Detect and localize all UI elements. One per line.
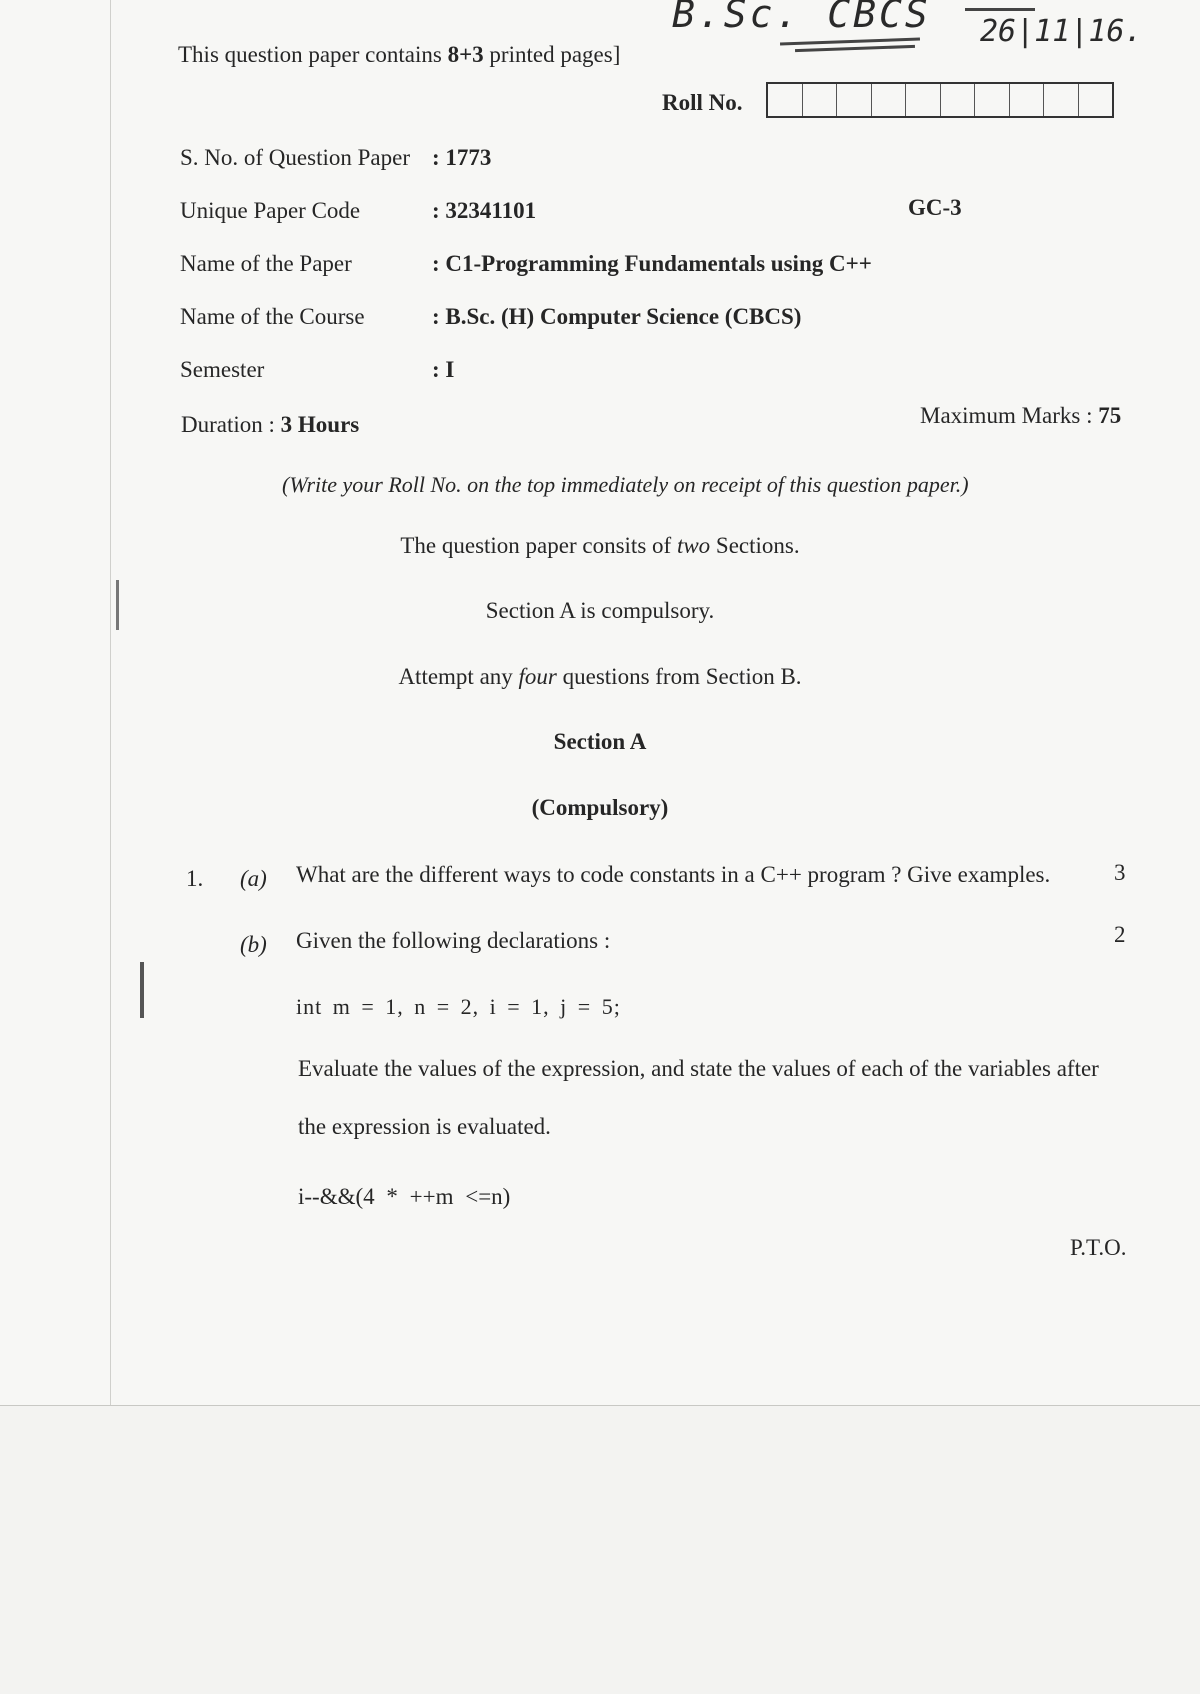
detail-value: : C1-Programming Fundamentals using C++: [432, 251, 872, 276]
question-b-text: Given the following declarations :: [296, 928, 611, 953]
question-a-text: What are the different ways to code constants in a C++ program ? Give examples.: [296, 862, 1051, 887]
roll-no-boxes: [766, 82, 1114, 118]
roll-no-box[interactable]: [1010, 84, 1045, 116]
max-marks-value: 75: [1098, 403, 1122, 428]
handwritten-date: 26|11|16.: [980, 14, 1143, 49]
handwritten-course-note: B.Sc. CBCS: [672, 0, 931, 36]
max-marks-label: Maximum Marks :: [920, 403, 1099, 428]
margin-edge: [110, 0, 111, 1405]
question-a-label: (a): [240, 866, 267, 891]
page-count-prefix: This question paper contains: [178, 42, 448, 67]
roll-no-box[interactable]: [975, 84, 1010, 116]
section-title: Section A: [553, 729, 647, 754]
section-subtitle: (Compulsory): [531, 795, 669, 820]
page-count: 8+3: [447, 42, 484, 67]
detail-label: S. No. of Question Paper: [180, 145, 410, 170]
question-b-line-1: Evaluate the values of the expression, and state the values of each of the variables after: [298, 1056, 1099, 1081]
attempt-note-italic: four: [518, 664, 557, 689]
roll-no-box[interactable]: [1079, 84, 1113, 116]
duration: [181, 412, 359, 438]
handwritten-underline: [780, 38, 920, 46]
attempt-note-suffix: questions from Section B.: [556, 664, 802, 689]
declarations-code: int m = 1, n = 2, i = 1, j = 5;: [296, 994, 621, 1019]
expression: i--&&(4 * ++m <=n): [298, 1184, 511, 1209]
roll-no-box[interactable]: [941, 84, 976, 116]
question-b-line-2: the expression is evaluated.: [298, 1114, 551, 1139]
compulsory-note: Section A is compulsory.: [485, 598, 715, 623]
handwritten-underline-2: [795, 45, 915, 52]
sections-note: [0, 533, 1200, 559]
roll-no-box[interactable]: [872, 84, 907, 116]
scan-mark-2: [140, 962, 144, 1018]
page-count-line: [178, 42, 620, 68]
roll-instruction: (Write your Roll No. on the top immediately on receipt of this question paper.): [282, 472, 969, 497]
maximum-marks: [920, 403, 1121, 429]
handwritten-dash: [965, 8, 1035, 11]
question-b-label: (b): [240, 932, 267, 957]
roll-no-box[interactable]: [906, 84, 941, 116]
attempt-note-prefix: Attempt any: [398, 664, 519, 689]
attempt-note: [0, 664, 1200, 690]
roll-no-label: Roll No.: [662, 90, 743, 115]
sections-note-italic: two: [676, 533, 711, 558]
detail-label: Name of the Paper: [180, 251, 352, 276]
detail-value: : 32341101: [432, 198, 537, 223]
duration-value: 3 Hours: [280, 412, 360, 437]
page-turn-note: P.T.O.: [1070, 1235, 1127, 1260]
detail-label: Semester: [180, 357, 265, 382]
roll-no-box[interactable]: [768, 84, 803, 116]
question-a-marks: 3: [1114, 860, 1126, 885]
detail-value: : I: [432, 357, 455, 382]
detail-value: : B.Sc. (H) Computer Science (CBCS): [432, 304, 802, 329]
roll-no-box[interactable]: [1044, 84, 1079, 116]
sections-note-prefix: The question paper consits of: [400, 533, 677, 558]
paper-code: GC-3: [908, 195, 962, 220]
detail-label: Unique Paper Code: [180, 198, 361, 223]
roll-no-box[interactable]: [837, 84, 872, 116]
roll-no-box[interactable]: [803, 84, 838, 116]
sections-note-suffix: Sections.: [710, 533, 800, 558]
detail-label: Name of the Course: [180, 304, 365, 329]
scan-mark: [116, 580, 119, 630]
question-b-marks: 2: [1114, 922, 1126, 947]
page-count-suffix: printed pages]: [483, 42, 621, 67]
detail-value: : 1773: [432, 145, 492, 170]
question-number: 1.: [186, 866, 204, 891]
duration-label: Duration :: [181, 412, 281, 437]
